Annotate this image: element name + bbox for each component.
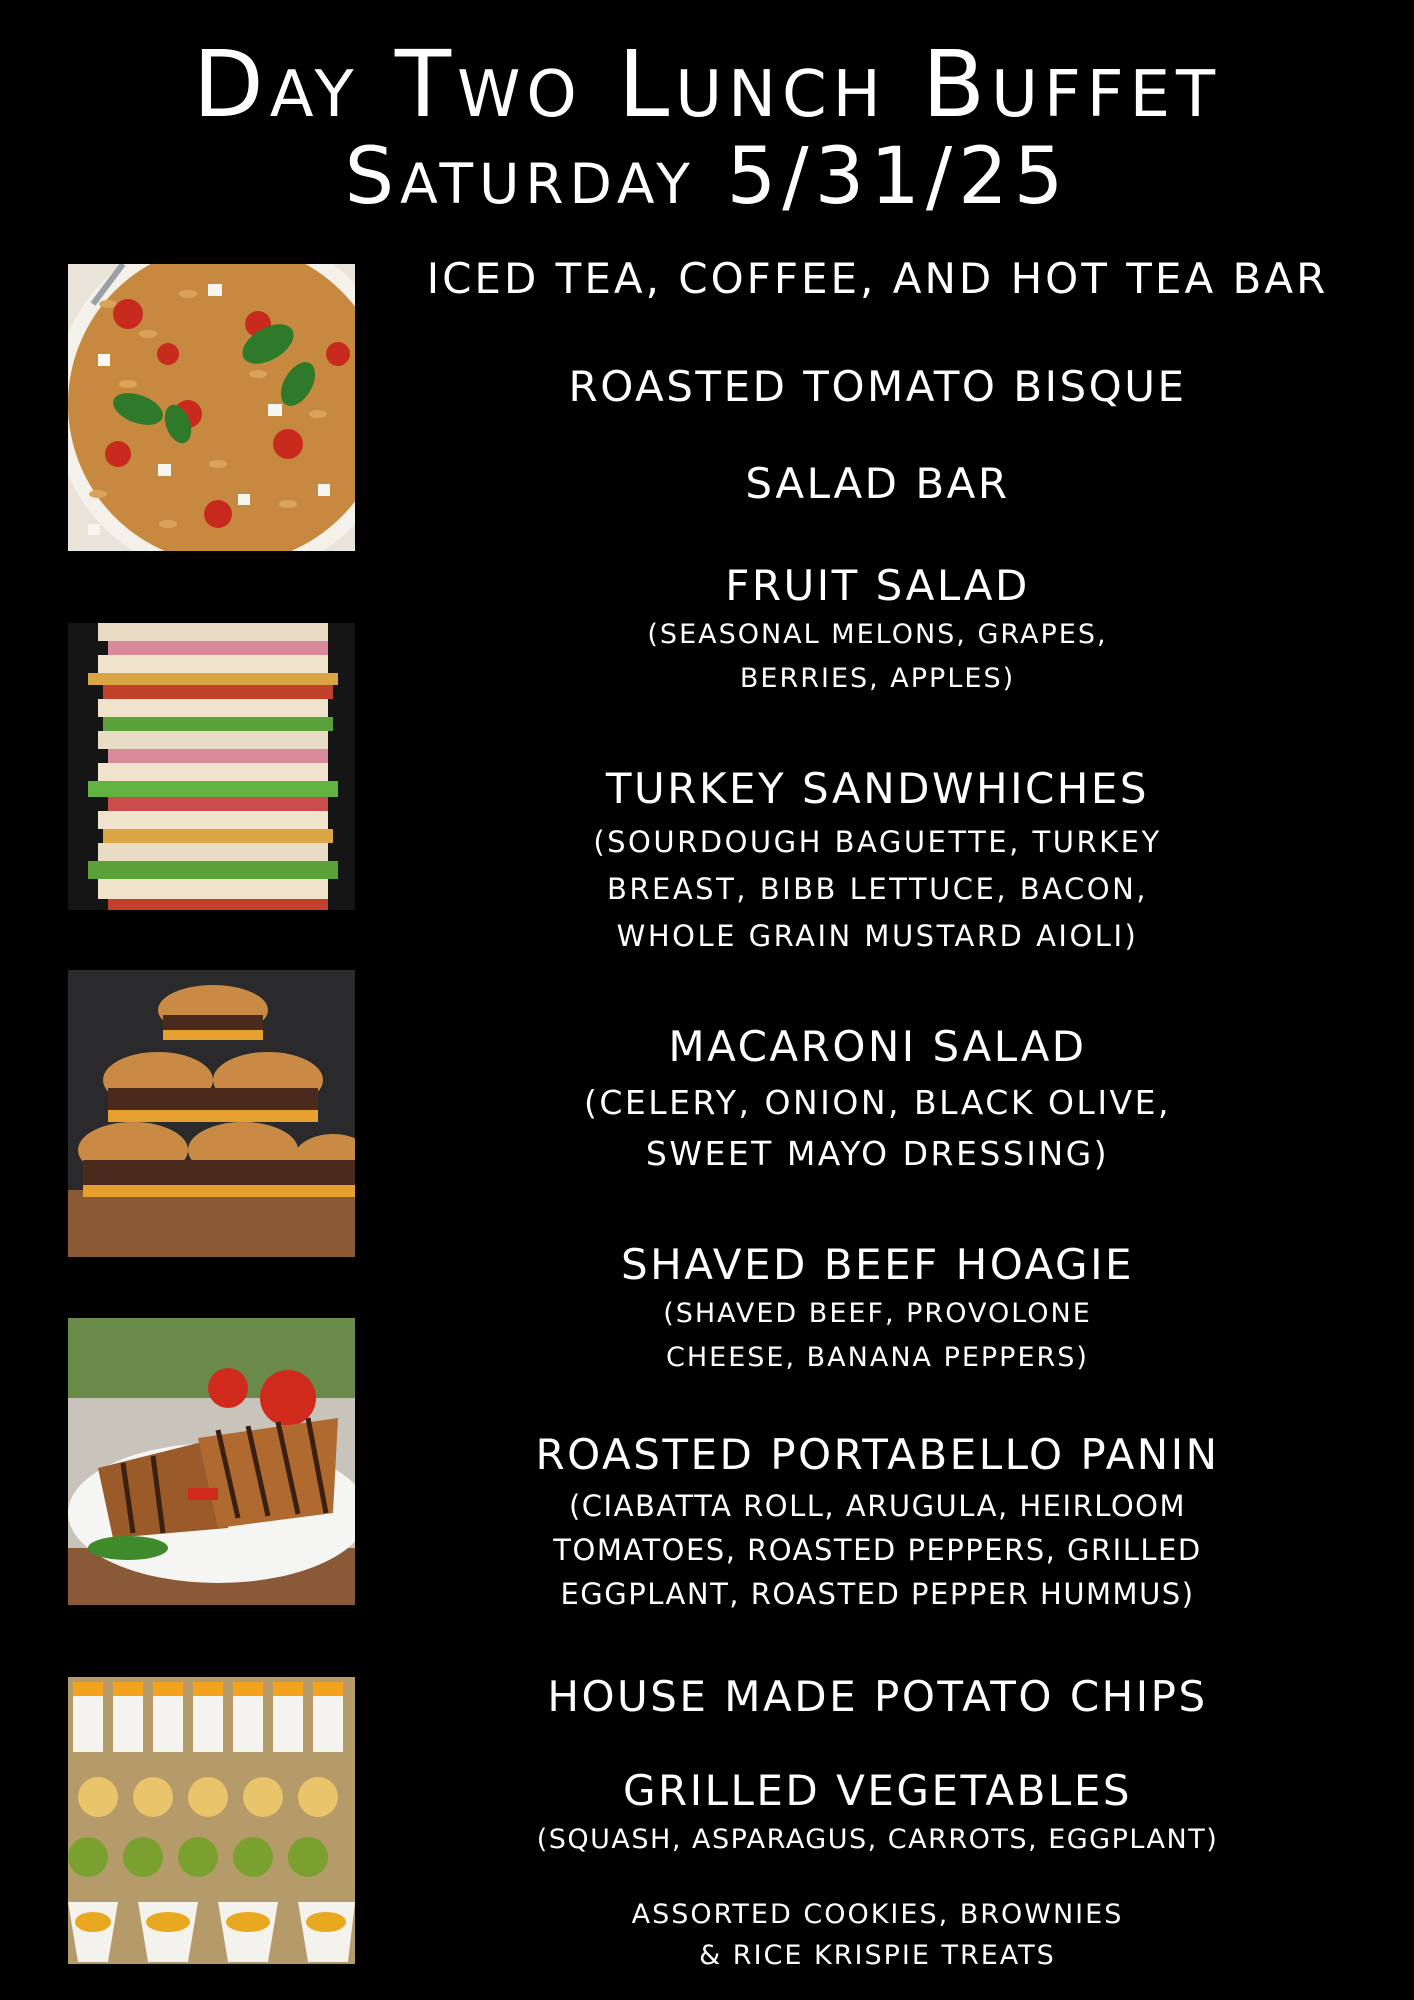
page-subtitle-date: Saturday 5/31/25 xyxy=(344,132,1070,222)
menu-item-drinks: ICED TEA, COFFEE, AND HOT TEA BAR xyxy=(426,254,1329,303)
menu-item-description: BERRIES, APPLES) xyxy=(739,663,1016,694)
menu-item-description: BREAST, BIBB LETTUCE, BACON, xyxy=(606,872,1149,906)
menu-item-salad-bar: SALAD BAR xyxy=(745,459,1010,508)
menu-item-description: (SHAVED BEEF, PROVOLONE xyxy=(663,1298,1092,1329)
menu-item-description: TOMATOES, ROASTED PEPPERS, GRILLED xyxy=(553,1533,1202,1567)
menu-item-description: EGGPLANT, ROASTED PEPPER HUMMUS) xyxy=(560,1577,1195,1611)
grilled-panini-photo xyxy=(68,1318,355,1605)
menu-item-desserts: ASSORTED COOKIES, BROWNIES xyxy=(631,1899,1124,1930)
club-sandwich-stack-photo xyxy=(68,623,355,910)
beef-sliders-photo xyxy=(68,970,355,1257)
menu-item-description: SWEET MAYO DRESSING) xyxy=(645,1134,1110,1173)
menu-item-turkey-sandwiches: TURKEY SANDWHICHES xyxy=(605,764,1150,813)
menu-item-description: (SEASONAL MELONS, GRAPES, xyxy=(647,619,1108,650)
menu-item-description: (CELERY, ONION, BLACK OLIVE, xyxy=(584,1083,1171,1122)
menu-item-fruit-salad: FRUIT SALAD xyxy=(725,561,1030,610)
menu-item-description: (SOURDOUGH BAGUETTE, TURKEY xyxy=(593,825,1162,859)
menu-item-desserts: & RICE KRISPIE TREATS xyxy=(699,1940,1056,1971)
menu-item-description: CHEESE, BANANA PEPPERS) xyxy=(666,1342,1089,1373)
menu-item-potato-chips: HOUSE MADE POTATO CHIPS xyxy=(547,1672,1208,1721)
menu-item-shaved-beef-hoagie: SHAVED BEEF HOAGIE xyxy=(620,1240,1134,1289)
menu-item-macaroni-salad: MACARONI SALAD xyxy=(668,1022,1087,1071)
menu-item-description: (SQUASH, ASPARAGUS, CARROTS, EGGPLANT) xyxy=(536,1824,1219,1855)
menu-item-grilled-vegetables: GRILLED VEGETABLES xyxy=(622,1766,1133,1815)
menu-item-bisque: ROASTED TOMATO BISQUE xyxy=(568,362,1187,411)
menu-item-description: (CIABATTA ROLL, ARUGULA, HEIRLOOM xyxy=(568,1489,1187,1523)
orzo-pasta-salad-photo xyxy=(68,264,355,551)
page-title: Day Two Lunch Buffet xyxy=(192,31,1222,138)
menu-item-description: WHOLE GRAIN MUSTARD AIOLI) xyxy=(616,919,1139,953)
dessert-cups-photo xyxy=(68,1677,355,1964)
menu-item-portabello-panini: ROASTED PORTABELLO PANIN xyxy=(535,1430,1220,1479)
